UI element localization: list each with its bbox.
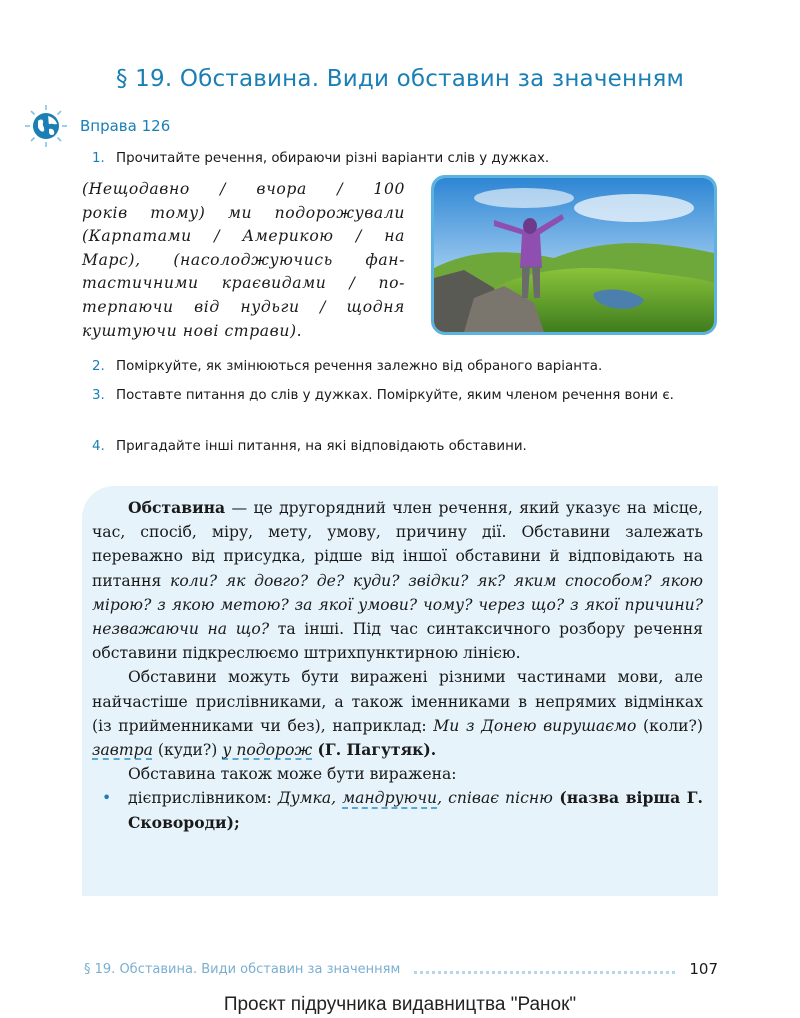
example-line: куштуючи нові страви). — [82, 321, 303, 340]
rule-paragraph — [92, 665, 703, 762]
footer-title: § 19. Обставина. Види обставин за значенням — [84, 961, 401, 977]
rule-paragraph — [92, 496, 703, 665]
task-text: Прочитайте речення, обираючи різні варіанти слів у дужках. — [116, 151, 550, 166]
rule-text-fragment: (куди?) — [152, 741, 223, 760]
example-line: років тому) ми подорожували — [82, 203, 405, 222]
underlined-adverbial: завтра — [92, 741, 153, 760]
bullet-marker: • — [102, 789, 112, 808]
rule-text-fragment: дієприслівником: — [128, 789, 278, 808]
publisher-caption: Проєкт підручника видавництва "Ранок" — [223, 994, 577, 1015]
task-item — [92, 385, 720, 406]
exercise-label: Вправа 126 — [80, 117, 171, 135]
rule-paragraph: Обставина також може бути виражена: — [128, 765, 457, 784]
task-text: Поставте питання до слів у дужках. Поміркуйте, яким членом речення вони є. — [116, 388, 674, 403]
globe-research-icon — [24, 104, 68, 148]
mountain-photo — [431, 175, 717, 335]
rule-term: Обставина — [128, 498, 226, 517]
example-sentence — [82, 178, 405, 343]
task-item — [92, 356, 720, 377]
task-item — [92, 148, 720, 169]
example-text: , співає пісню — [437, 789, 553, 808]
example-line: тастичними краєвидами / по- — [82, 274, 405, 293]
page-number: 107 — [689, 960, 718, 978]
rule-bullet-item — [92, 786, 703, 834]
underlined-adverbial: мандруючи — [342, 789, 438, 808]
task-item — [92, 436, 720, 457]
rule-text-fragment: (коли?) — [636, 716, 703, 735]
example-line: терпаючи від нудьги / щодня — [82, 297, 405, 316]
page-title: § 19. Обставина. Види обставин за значенням — [115, 66, 685, 92]
page-footer — [84, 960, 718, 978]
task-text: Поміркуйте, як змінюються речення залежно від обраного варіанта. — [116, 359, 603, 374]
rule-text-fragment: — це другорядний член речення, який указує на місце, час, спосіб, міру, мету, умову, причину дії. Обставини залежать переважно від присудка, рідше від іншої обставини й відповідають на питання — [92, 499, 703, 590]
task-number: 1. — [92, 151, 105, 166]
example-text: Думка, — [277, 789, 343, 808]
task-number: 4. — [92, 439, 105, 454]
task-text: Пригадайте інші питання, на які відповідають обставини. — [116, 439, 527, 454]
underlined-adverbial: у подорож — [222, 741, 313, 760]
example-text: Ми з Донею вирушаємо — [433, 716, 637, 735]
rule-text-fragment: та інші. Під час синтаксичного розбору речення обставини підкреслюємо штрихпунктирною лінією. — [92, 620, 703, 663]
task-number: 3. — [92, 388, 105, 403]
rule-text — [92, 496, 703, 835]
rule-questions: коли? як довго? де? куди? звідки? як? яким способом? якою мірою? з якою метою? за якої умови? чому? через що? з якої причини? незважаючи на що? — [92, 571, 703, 639]
example-line: Марс), (насолоджуючись фан- — [82, 250, 405, 269]
footer-dots — [414, 965, 675, 974]
rule-text-fragment: Обставини можуть бути виражені різними частинами мови, але найчастіше прислівниками, а також іменниками в непрямих відмінках (із прийменниками чи без), наприклад: — [92, 668, 703, 735]
example-line: (Нещодавно / вчора / 100 — [82, 180, 405, 198]
example-line: (Карпатами / Америкою / на — [82, 227, 405, 246]
example-source: (Г. Пагутяк). — [312, 740, 437, 760]
task-number: 2. — [92, 359, 105, 374]
example-source: (назва вірша Г. Сковороди); — [128, 788, 703, 832]
exercise-header — [24, 104, 170, 148]
mountain-hiker-photo — [434, 178, 714, 332]
